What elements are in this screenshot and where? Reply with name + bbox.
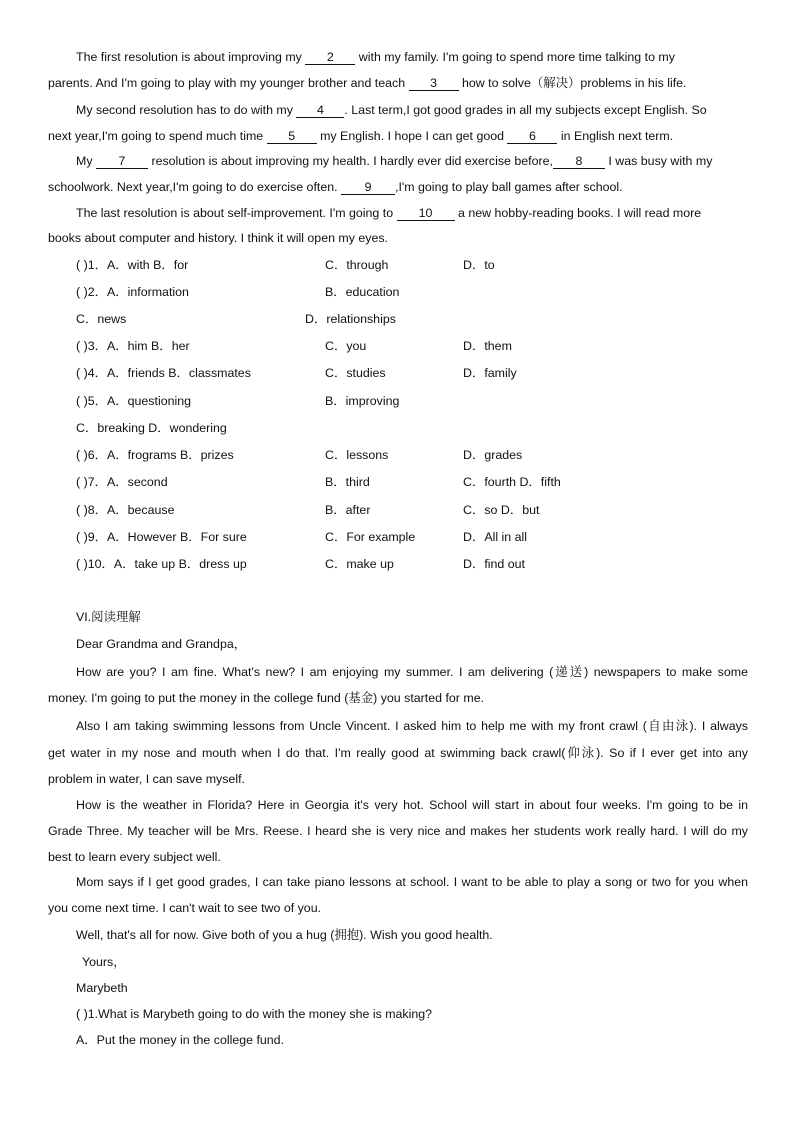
question-5-options-cd: C．breaking D．wondering <box>76 421 227 435</box>
question-10-stem: ( )10．A．take up B．dress up <box>76 557 247 571</box>
question-4-stem: ( )4．A．friends B．classmates <box>76 366 251 380</box>
blank-5: 5 <box>267 129 317 144</box>
blank-3: 3 <box>409 76 459 91</box>
letter-line: How are you? I am fine. What's new? I am enjoying my summer. I am delivering (递送) newspapers to make some <box>76 665 748 679</box>
letter-closing: Yours， <box>82 955 126 969</box>
blank-9: 9 <box>341 180 395 195</box>
question-1-option-c: C．through <box>325 258 389 272</box>
passage-text: My second resolution has to do with my <box>76 103 293 117</box>
passage-text: . Last term,I got good grades in all my subjects except English. So <box>344 103 707 117</box>
letter-line: Mom says if I get good grades, I can take piano lessons at school. I want to be able to play a song or two for you when <box>76 875 748 889</box>
passage-text: My <box>76 154 93 168</box>
passage-text: books about computer and history. I think it will open my eyes. <box>48 231 388 245</box>
question-3-stem: ( )3．A．him B．her <box>76 339 190 353</box>
question-2-option-c: C．news <box>76 312 127 326</box>
letter-line: Also I am taking swimming lessons from Uncle Vincent. I asked him to help me with my front crawl (自由泳). I always <box>76 719 748 733</box>
passage-text: next year,I'm going to spend much time <box>48 129 264 143</box>
question-10-option-d: D．find out <box>463 557 525 571</box>
question-10-option-c: C．make up <box>325 557 394 571</box>
reading-question-1: ( )1.What is Marybeth going to do with the money she is making? <box>76 1007 433 1021</box>
letter-line: Well, that's all for now. Give both of you a hug (拥抱). Wish you good health. <box>76 928 493 942</box>
question-2-option-b: B．education <box>325 285 400 299</box>
question-1-option-d: D．to <box>463 258 495 272</box>
passage-text: resolution is about improving my health. I hardly ever did exercise before, <box>151 154 553 168</box>
letter-line: How is the weather in Florida? Here in Georgia it's very hot. School will start in about four weeks. I'm going to be in <box>76 798 748 812</box>
passage-line <box>48 128 748 144</box>
letter-line: best to learn every subject well. <box>48 850 221 864</box>
blank-2: 2 <box>305 50 355 65</box>
question-9-stem: ( )9．A．However B．For sure <box>76 530 247 544</box>
reading-question-1-option-a: A．Put the money in the college fund. <box>76 1033 285 1047</box>
passage-text: The first resolution is about improving my <box>76 50 302 64</box>
blank-4: 4 <box>296 103 344 118</box>
letter-line: money. I'm going to put the money in the college fund (基金) you started for me. <box>48 691 485 705</box>
question-7-option-cd: C．fourth D．fifth <box>463 475 561 489</box>
passage-text: in English next term. <box>560 129 674 143</box>
question-1-stem: ( )1．A．with B．for <box>76 258 189 272</box>
question-4-option-c: C．studies <box>325 366 386 380</box>
question-2-stem: ( )2．A．information <box>76 285 189 299</box>
blank-10: 10 <box>397 206 455 221</box>
question-8-stem: ( )8．A．because <box>76 503 175 517</box>
question-8-option-cd: C．so D．but <box>463 503 540 517</box>
question-3-option-c: C．you <box>325 339 367 353</box>
question-6-option-c: C．lessons <box>325 448 389 462</box>
passage-text: I was busy with my <box>608 154 713 168</box>
passage-text: The last resolution is about self-improvement. I'm going to <box>76 206 394 220</box>
question-9-option-c: C．For example <box>325 530 416 544</box>
passage-line <box>76 205 748 221</box>
passage-line <box>76 102 748 118</box>
passage-text: schoolwork. Next year,I'm going to do exercise often. <box>48 180 338 194</box>
question-2-option-d: D．relationships <box>305 312 396 326</box>
passage-line <box>76 49 748 65</box>
letter-line: problem in water, I can save myself. <box>48 772 245 786</box>
question-7-option-b: B．third <box>325 475 370 489</box>
question-5-stem: ( )5．A．questioning <box>76 394 192 408</box>
letter-greeting: Dear Grandma and Grandpa， <box>76 637 247 651</box>
question-7-stem: ( )7．A．second <box>76 475 168 489</box>
passage-text: how to solve（解决）problems in his life. <box>462 76 687 90</box>
passage-text: ,I'm going to play ball games after school. <box>395 180 623 194</box>
question-6-stem: ( )6．A．frograms B．prizes <box>76 448 234 462</box>
letter-line: get water in my nose and mouth when I do that. I'm really good at swimming back crawl(仰泳). So if I ever get into any <box>48 746 748 760</box>
question-9-option-d: D．All in all <box>463 530 528 544</box>
passage-line <box>48 179 748 195</box>
question-5-option-b: B．improving <box>325 394 400 408</box>
letter-line: Grade Three. My teacher will be Mrs. Reese. I heard she is very nice and makes her students work really hard. I will do my <box>48 824 748 838</box>
passage-line <box>76 153 748 169</box>
passage-text: parents. And I'm going to play with my younger brother and teach <box>48 76 406 90</box>
section-title: VI.阅读理解 <box>76 610 141 624</box>
blank-8: 8 <box>553 154 605 169</box>
passage-text: my English. I hope I can get good <box>320 129 505 143</box>
question-6-option-d: D．grades <box>463 448 523 462</box>
letter-line: you come next time. I can't wait to see two of you. <box>48 901 322 915</box>
passage-line <box>48 75 748 91</box>
passage-line <box>48 230 748 246</box>
letter-signature: Marybeth <box>76 981 128 995</box>
question-4-option-d: D．family <box>463 366 517 380</box>
passage-text: a new hobby-reading books. I will read more <box>458 206 702 220</box>
question-3-option-d: D．them <box>463 339 512 353</box>
question-8-option-b: B．after <box>325 503 371 517</box>
blank-6: 6 <box>507 129 557 144</box>
passage-text: with my family. I'm going to spend more time talking to my <box>358 50 675 64</box>
blank-7: 7 <box>96 154 148 169</box>
